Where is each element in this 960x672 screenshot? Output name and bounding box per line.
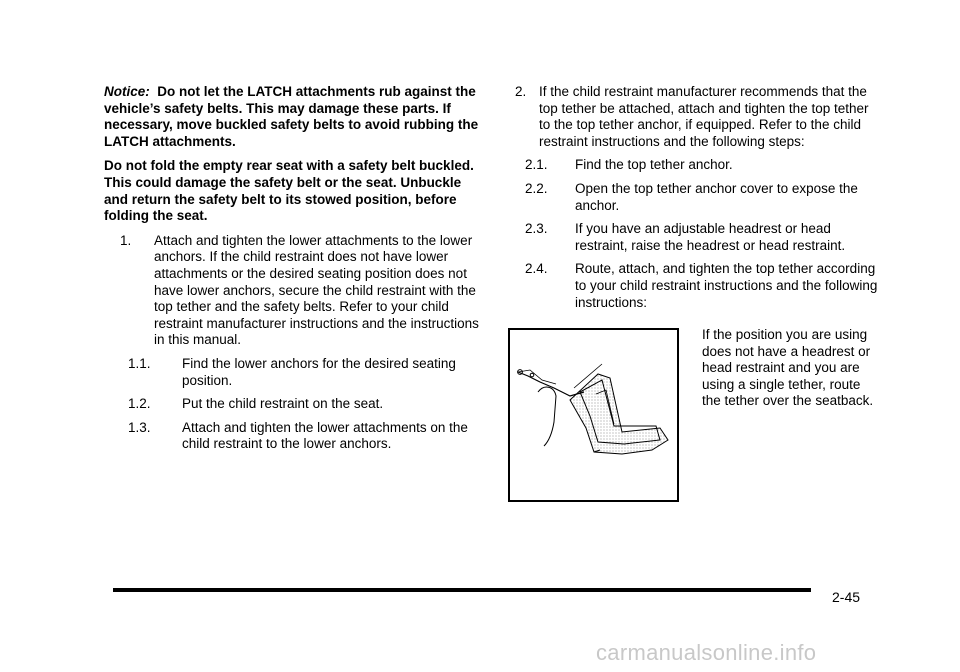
- substep-number: 2.2.: [525, 180, 548, 196]
- fold-warning: Do not fold the empty rear seat with a safety belt buckled. This could damage the safety belt or the seat. Unbuckle and return the safety belt to its stowed position, before folding the seat.: [104, 158, 474, 224]
- substep-number: 2.3.: [525, 221, 548, 237]
- step-1: [120, 233, 480, 349]
- seat-tether-drawing: [510, 330, 677, 500]
- substep-text: Route, attach, and tighten the top tether according to your child restraint instructions and the following instructions:: [575, 261, 878, 310]
- notice-text: Do not let the LATCH attachments rub against the vehicle’s safety belts. This may damage these parts. If necessary, move buckled safety belts to avoid rubbing the LATCH attachments.: [104, 84, 479, 149]
- step-number: 2.: [515, 84, 527, 99]
- substep-number: 2.4.: [525, 261, 548, 277]
- tether-seatback-illustration: [508, 328, 679, 502]
- substep-text: Put the child restraint on the seat.: [182, 396, 384, 412]
- substep-2-4: [515, 261, 880, 311]
- substep-number: 1.3.: [128, 419, 151, 435]
- page-number: 2-45: [832, 589, 861, 605]
- notice-paragraph: [104, 84, 480, 150]
- notice-label: Notice:: [104, 84, 150, 99]
- substep-2-1: [515, 157, 880, 174]
- substep-number: 1.2.: [128, 396, 151, 412]
- substep-text: If you have an adjustable headrest or head restraint, raise the headrest or head restraint.: [575, 221, 846, 253]
- substep-1-2: [120, 396, 480, 413]
- substep-1-3: [120, 420, 480, 453]
- footer-rule: [113, 588, 811, 592]
- substep-text: Open the top tether anchor cover to expose the anchor.: [575, 180, 858, 213]
- right-column: [515, 84, 880, 318]
- substep-2-3: [515, 221, 880, 254]
- step-2: [515, 84, 880, 150]
- step-text: If the child restraint manufacturer recommends that the top tether be attached, attach and tighten the top tether to the top tether anchor, if equipped. Refer to the child restraint instructions and the following steps:: [539, 84, 869, 149]
- substep-text: Attach and tighten the lower attachments on the child restraint to the lower anchors.: [182, 419, 468, 452]
- substep-text: Find the top tether anchor.: [575, 157, 733, 173]
- watermark: carmanualsonline.info: [596, 640, 817, 665]
- substep-1-1: [120, 356, 480, 389]
- substep-2-2: [515, 181, 880, 214]
- substep-number: 2.1.: [525, 157, 548, 173]
- substep-number: 1.1.: [128, 355, 151, 371]
- left-column: [104, 84, 480, 460]
- step-number: 1.: [120, 232, 132, 248]
- figure-caption: If the position you are using does not have a headrest or head restraint and you are using a single tether, route the tether over the seatback.: [702, 327, 874, 409]
- step-text: Attach and tighten the lower attachments to the lower anchors. If the child restraint does not have lower attachments or the desired seating position does not have lower anchors, secure the child restraint with the top tether and the safety belts. Refer to your child restraint manufacturer instructions and the instructions in this manual.: [154, 232, 479, 348]
- substep-text: Find the lower anchors for the desired seating position.: [182, 355, 456, 388]
